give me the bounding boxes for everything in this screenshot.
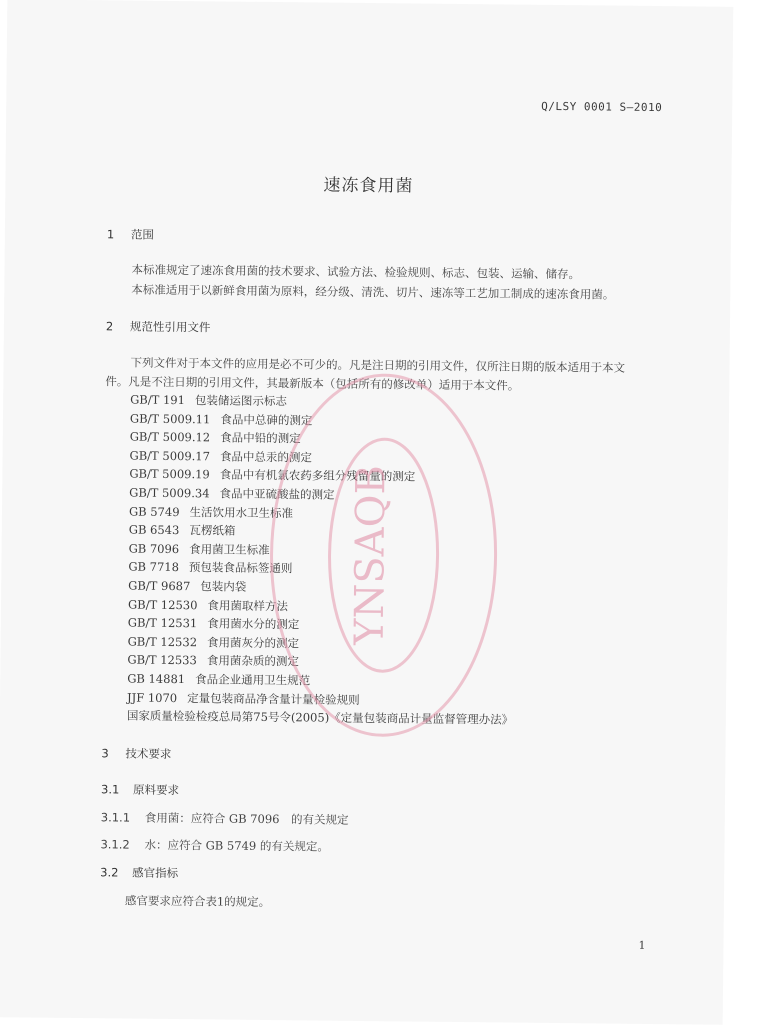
- reference-code: GB/T 5009.34: [129, 485, 210, 501]
- reference-name: 包装储运图示标志: [194, 393, 288, 409]
- reference-name: 预包装食品标签通则: [188, 560, 293, 576]
- reference-code: GB 6543: [128, 522, 180, 538]
- subsection-3-2-heading: [100, 864, 178, 881]
- reference-code: GB/T 5009.17: [129, 448, 211, 464]
- section-number: 1: [106, 227, 115, 242]
- seal-text: YNSAQB: [346, 464, 395, 646]
- section-number: 2: [105, 319, 114, 334]
- reference-name: 食用菌水分的测定: [207, 616, 300, 632]
- reference-item: 国家质量检验检疫总局第75号令(2005)《定量包装商品计量监督管理办法》: [126, 708, 514, 727]
- clause-number: 3.1.1: [100, 810, 131, 825]
- section-number: 3.1: [101, 782, 120, 797]
- section-2-heading: [106, 318, 211, 335]
- section-title: 感官指标: [132, 865, 179, 881]
- reference-name: 生活饮用水卫生标准: [189, 504, 294, 520]
- reference-name: 食用菌灰分的测定: [206, 635, 300, 651]
- reference-name: 瓦楞纸箱: [189, 523, 236, 538]
- reference-code: GB/T 191: [130, 392, 186, 408]
- paragraph: 本标准适用于以新鲜食用菌为原料，经分级、清洗、切片、速冻等工艺加工制成的速冻食用菌。: [131, 282, 615, 302]
- reference-name: 食品中铅的测定: [220, 430, 301, 446]
- reference-code: GB/T 12532: [127, 634, 198, 649]
- reference-name: 食用菌杂质的测定: [206, 653, 299, 669]
- reference-code: GB/T 12533: [127, 652, 197, 668]
- section-title: 范围: [130, 227, 154, 242]
- section-title: 规范性引用文件: [129, 319, 211, 335]
- clause-text: 水：应符合 GB 5749 的有关规定。: [144, 837, 329, 854]
- standard-number: Q/LSY 0001 S—2010: [541, 99, 663, 115]
- reference-code: GB/T 5009.19: [129, 466, 210, 482]
- reference-name: 食品中有机氯农药多组分残留量的测定: [219, 467, 416, 484]
- section-1-heading: [107, 226, 154, 242]
- reference-code: GB 14881: [127, 671, 186, 687]
- reference-code: GB/T 5009.12: [129, 429, 211, 445]
- section-title: 原料要求: [133, 782, 180, 798]
- section-3-heading: [101, 745, 171, 762]
- reference-code: JJF 1070: [126, 690, 178, 705]
- reference-code: GB/T 12531: [127, 615, 198, 631]
- paragraph: 感官要求应符合表1的规定。: [124, 893, 271, 910]
- section-number: 3.2: [100, 865, 119, 880]
- reference-code: GB 5749: [128, 504, 180, 519]
- reference-code: GB 7718: [128, 559, 180, 575]
- reference-code: GB/T 5009.11: [129, 411, 211, 426]
- clause-3-1-2: [100, 836, 329, 854]
- reference-code: GB/T 12530: [127, 597, 198, 612]
- subsection-3-1-heading: [101, 781, 179, 798]
- reference-name: 食品中亚硫酸盐的测定: [219, 486, 335, 502]
- reference-name: 定量包装商品净含量计量检验规则: [187, 690, 360, 707]
- paragraph: 下列文件对于本文件的应用是必不可少的。凡是注日期的引用文件，仅所注日期的版本适用于本文: [130, 355, 626, 375]
- reference-name: 食品中总汞的测定: [219, 449, 313, 465]
- reference-name: 食用菌卫生标准: [189, 541, 270, 557]
- reference-name: 包装内袋: [200, 579, 247, 594]
- section-number: 3: [101, 746, 109, 761]
- reference-name: 食品企业通用卫生规范: [195, 672, 311, 688]
- reference-code: GB 7096: [128, 541, 180, 556]
- clause-number: 3.1.2: [100, 837, 130, 852]
- official-seal-stamp: [262, 364, 506, 746]
- clause-text: 食用菌：应符合 GB 7096 的有关规定: [144, 810, 349, 827]
- paragraph: 件。凡是不注日期的引用文件，其最新版本（包括所有的修改单）适用于本文件。: [105, 374, 520, 393]
- document-title: 速冻食用菌: [323, 175, 414, 197]
- reference-name: 食品中总砷的测定: [220, 412, 313, 428]
- reference-name: 食用菌取样方法: [207, 597, 289, 613]
- reference-code: GB/T 9687: [128, 578, 191, 594]
- paragraph: 本标准规定了速冻食用菌的技术要求、试验方法、检验规则、标志、包装、运输、储存。: [131, 262, 581, 282]
- section-title: 技术要求: [125, 746, 172, 761]
- page-number: 1: [638, 938, 646, 952]
- clause-3-1-1: [101, 809, 349, 828]
